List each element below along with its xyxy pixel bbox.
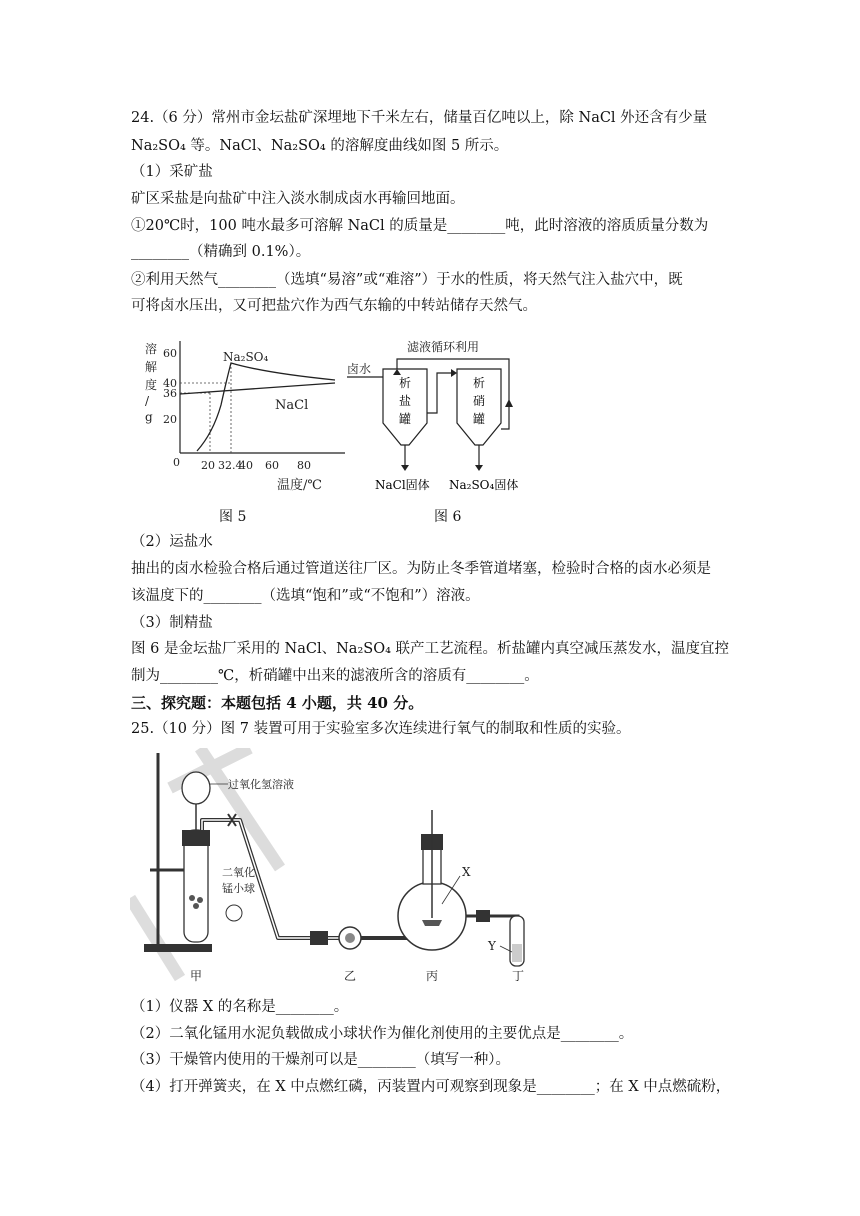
q25-item-1: （1）仪器 X 的名称是________。 (131, 999, 349, 1015)
q24-part1-q1b: ________（精确到 0.1%）。 (131, 244, 311, 260)
separatory-funnel (182, 772, 210, 804)
label-ding: 丁 (512, 969, 525, 983)
section-3-heading: 三、探究题：本题包括 4 小题，共 40 分。 (131, 694, 424, 712)
label-y: Y (488, 939, 496, 953)
q24-part2-line-b: 该温度下的________（选填“饱和”或“不饱和”）溶液。 (131, 588, 480, 604)
q25-intro: 25.（10 分）图 7 装置可用于实验室多次连续进行氧气的制取和性质的实验。 (131, 721, 631, 737)
oxygen-apparatus-figure (130, 748, 550, 988)
nitre-tank-label-1: 析 (473, 376, 486, 390)
q24-line-2: Na₂SO₄ 等。NaCl、Na₂SO₄ 的溶解度曲线如图 5 所示。 (131, 138, 509, 154)
nacl-curve (180, 383, 335, 394)
delivery-tube (202, 820, 340, 938)
label-bing: 丙 (426, 969, 439, 983)
salt-tank-label-3: 罐 (399, 412, 412, 426)
salt-tank-label-1: 析 (399, 376, 412, 390)
q24-part1-q2b: 可将卤水压出，又可把盐穴作为西气东输的中转站储存天然气。 (131, 298, 537, 314)
ytick-40: 40 (163, 377, 177, 390)
na2so4-label: Na₂SO₄ (223, 350, 269, 364)
process-flow-diagram (345, 333, 545, 498)
label-x: X (462, 865, 471, 879)
figure-6-caption: 图 6 (434, 509, 462, 525)
na2so4-curve (197, 363, 335, 451)
nitre-tank-label-2: 硝 (473, 394, 486, 408)
h2o2-label: 过氧化氢溶液 (228, 778, 294, 791)
brine-label: 卤水 (347, 362, 372, 376)
y-axis-label-1: 溶 (145, 342, 158, 356)
q24-part1-title: （1）采矿盐 (131, 164, 213, 180)
reaction-test-tube (184, 830, 208, 942)
iron-stand-base (144, 944, 212, 952)
xtick-60: 60 (265, 459, 279, 472)
recycle-label: 滤液循环利用 (407, 340, 480, 354)
q25-item-4: （4）打开弹簧夹，在 X 中点燃红磷，丙装置内可观察到现象是________；在 X 中点燃硫粉， (131, 1079, 731, 1095)
mno2-label-1: 二氧化 (222, 866, 255, 879)
q25-item-3: （3）干燥管内使用的干燥剂可以是________（填写一种）。 (131, 1052, 510, 1068)
q24-line-1: 24.（6 分）常州市金坛盐矿深埋地下千米左右，储量百亿吨以上，除 NaCl 外还含有少量 (131, 110, 708, 126)
x-axis-label: 温度/℃ (277, 478, 322, 493)
nacl-label: NaCl (275, 398, 309, 413)
label-yi: 乙 (344, 969, 357, 983)
nitre-tank-label-3: 罐 (473, 412, 486, 426)
q24-part3-title: （3）制精盐 (131, 615, 213, 631)
q24-part2-title: （2）运盐水 (131, 534, 213, 550)
q24-part2-line-a: 抽出的卤水检验合格后通过管道送往厂区。为防止冬季管道堵塞，检验时合格的卤水必须是 (131, 561, 711, 577)
combustion-spoon-x (422, 920, 442, 926)
y-axis-label-2: 解 (145, 360, 158, 374)
q24-part1-text: 矿区采盐是向盐矿中注入淡水制成卤水再输回地面。 (131, 191, 465, 207)
q24-part1-q2a: ②利用天然气________（选填“易溶”或“难溶”）于水的性质，将天然气注入盐穴中，既 (131, 272, 683, 288)
q25-item-2: （2）二氧化锰用水泥负载做成小球状作为催化剂使用的主要优点是________。 (131, 1026, 634, 1042)
y-axis-label-3: 度 (145, 378, 158, 392)
nacl-solid-output: NaCl固体 (375, 478, 430, 492)
label-jia: 甲 (190, 969, 203, 983)
ytick-60: 60 (163, 347, 177, 360)
q24-part3-line-b: 制为________℃，析硝罐中出来的滤液所含的溶质有________。 (131, 668, 539, 684)
xtick-80: 80 (297, 459, 311, 472)
mno2-ball-icon (226, 905, 242, 921)
xtick-40: 40 (239, 459, 253, 472)
solubility-chart (135, 333, 350, 498)
ytick-20: 20 (163, 413, 177, 426)
salt-tank-label-2: 盐 (399, 394, 412, 408)
y-axis-label-4: / (145, 394, 150, 408)
ytick-36: 36 (163, 387, 177, 400)
origin-label: 0 (173, 456, 180, 469)
na2so4-solid-output: Na₂SO₄固体 (449, 478, 519, 492)
xtick-20: 20 (201, 459, 215, 472)
q24-part3-line-a: 图 6 是金坛盐厂采用的 NaCl、Na₂SO₄ 联产工艺流程。析盐罐内真空减压蒸发水，温度宜控 (131, 641, 730, 657)
y-axis-label-5: g (145, 410, 153, 424)
mno2-label-2: 锰小球 (222, 882, 255, 895)
xtick-32-4: 32.4 (218, 459, 243, 472)
figure-5-caption: 图 5 (219, 509, 247, 525)
q24-part1-q1a: ①20℃时，100 吨水最多可溶解 NaCl 的质量是________吨，此时溶液的溶质质量分数为 (131, 218, 709, 234)
